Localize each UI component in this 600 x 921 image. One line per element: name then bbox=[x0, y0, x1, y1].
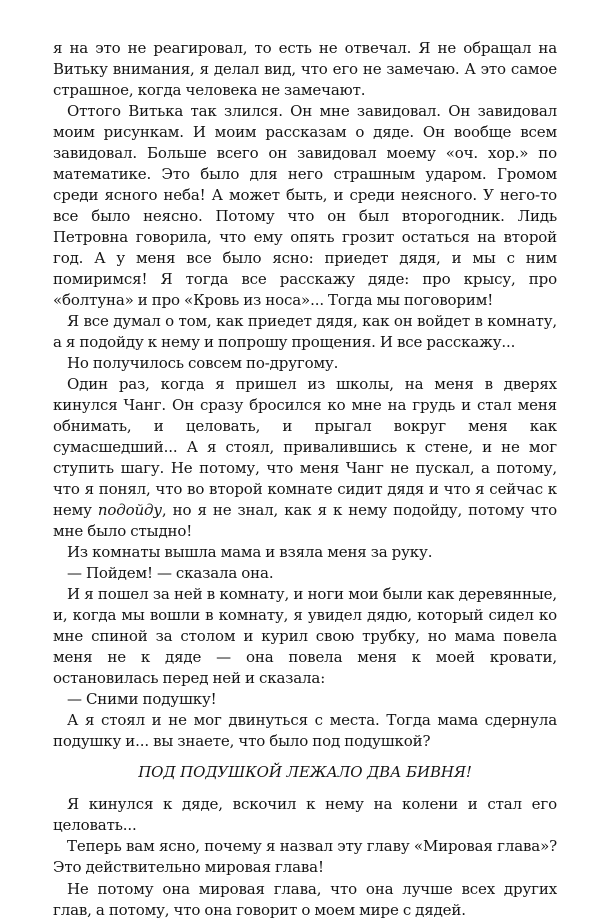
paragraph: А я стоял и не мог двинуться с места. Тогда мама сдернула подушку и... вы знаете, что было под подушкой? bbox=[53, 711, 557, 751]
section-heading: ПОД ПОДУШКОЙ ЛЕЖАЛО ДВА БИВНЯ! bbox=[138, 763, 472, 782]
book-page bbox=[53, 38, 557, 921]
dialogue-line: — Пойдем! — сказала она. bbox=[67, 564, 274, 583]
paragraph: И я пошел за ней в комнату, и ноги мои были как деревянные, и, когда мы вошли в комнату, я увидел дядю, который сидел ко мне спиной за столом и курил свою трубку, но мама повела меня не к дяде — она повела меня к моей кровати, остановилась перед ней и сказала: bbox=[53, 585, 557, 688]
paragraph: Но получилось совсем по-другому. bbox=[67, 354, 339, 373]
dialogue-line: — Сними подушку! bbox=[67, 690, 217, 709]
paragraph: Оттого Витька так злился. Он мне завидовал. Он завидовал моим рисункам. И моим рассказам о дяде. Он вообще всем завидовал. Больше всего он завидовал моему «оч. хор.» по математике. Это было для него страшным ударом. Громом среди ясного неба! А может быть, и среди неясного. У него-то все было неясно. Потому что он был второгодник. Лидь Петровна говорила, что ему опять грозит остаться на второй год. А у меня все было ясно: приедет дядя, и мы с ним помиримся! Я тогда все расскажу дяде: про крысу, про «болтуна» и про «Кровь из носа»... Тогда мы поговорим! bbox=[53, 102, 557, 310]
paragraph bbox=[53, 374, 557, 542]
paragraph: Я кинулся к дяде, вскочил к нему на колени и стал его целовать... bbox=[53, 795, 557, 835]
paragraph: Я все думал о том, как приедет дядя, как он войдет в комнату, а я подойду к нему и попрошу прощения. И все расскажу... bbox=[53, 312, 557, 352]
paragraph: Не потому она мировая глава, что она лучше всех других глав, а потому, что она говорит о моем мире с дядей. bbox=[53, 879, 557, 919]
emphasized-word: подойду bbox=[97, 501, 162, 520]
paragraph: я на это не реагировал, то есть не отвечал. Я не обращал на Витьку внимания, я делал вид, что его не замечаю. А это самое страшное, когда человека не замечают. bbox=[53, 39, 557, 99]
paragraph-text: , но я не знал, как я к нему подойду, потому что мне было стыдно! bbox=[53, 501, 557, 541]
paragraph: Теперь вам ясно, почему я назвал эту главу «Мировая глава»? Это действительно мировая глава! bbox=[53, 837, 557, 877]
paragraph: Из комнаты вышла мама и взяла меня за руку. bbox=[67, 543, 433, 562]
paragraph-text: Один раз, когда я пришел из школы, на меня в дверях кинулся Чанг. Он сразу бросился ко мне на грудь и стал меня обнимать, и целовать, и прыгал вокруг меня как сумасшедший... А я стоял, привалившись к стене, и не мог ступить шагу. Не потому, что меня Чанг не пускал, а потому, что я понял, что во второй комнате сидит дядя и что я сейчас к нему bbox=[53, 375, 557, 520]
